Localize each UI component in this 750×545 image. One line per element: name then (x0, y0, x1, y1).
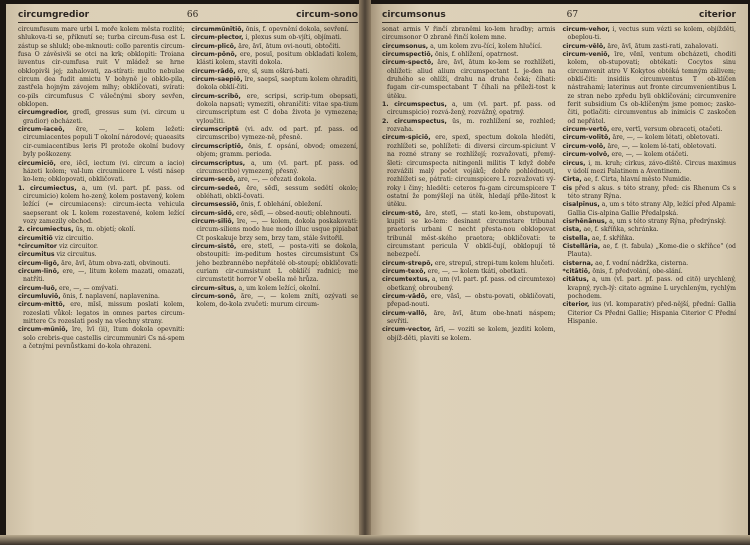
entry-definition: před s akus. s této strany, před: cis Rhenum Cs s této strany Rýna. (567, 184, 736, 200)
entry-headword: circumsonus, (382, 42, 429, 50)
entry-headword: circum-volō, (562, 142, 606, 150)
dictionary-entry (191, 93, 358, 126)
dictionary-entry (18, 293, 185, 301)
dictionary-entry (18, 285, 185, 293)
entry-definition: ere, mīsī, missum poslati kolem, rozeslati vůkol: legatos in omnes partes circum-mittere Cs rozeslati posly na všechny strany. (23, 301, 185, 326)
entry-definition: ōnis, f. ohlížení, opatrnost. (435, 51, 519, 59)
entry-definition: īre, saepsī, saeptum kolem ohraditi, dokola obklí-čiti. (196, 76, 359, 92)
entry-headword: circum-spiciō, (382, 134, 431, 142)
entry-definition: ere, sēdī, — obsed-nouti; oblehnouti. (236, 209, 352, 217)
entry-headword: circum-sīdō, (191, 209, 235, 217)
entry-headword: circum-vertō, (562, 126, 610, 134)
entry-definition: ere, —, litum kolem mazati, omazati, natříti. (23, 267, 185, 284)
dictionary-entry (382, 276, 555, 293)
dictionary-entry (18, 301, 185, 326)
dictionary-entry (563, 51, 736, 126)
entry-definition: ōnis, f. opsání, obvod; omezení, objem; gramm. perioda. (196, 142, 358, 159)
entry-definition: āre, āvī, ātum ko-lem se rozhlížeti, ohlížeti: aliud alium circumspectant L je-den na druhého se ohlíží, drahu na druha čeká; číhati: fugam cir-cumspectabant T číhali na příleži-tost k útěku. (387, 59, 556, 100)
entry-headword: circum-siliō, (191, 217, 234, 225)
entry-headword: circum-strepō, (382, 259, 433, 267)
dictionary-entry (191, 26, 358, 34)
entry-headword: *citātiō, (562, 267, 591, 275)
dictionary-entry (191, 176, 358, 184)
entry-headword: circum-rādō, (191, 67, 236, 75)
dictionary-entry (18, 226, 185, 234)
dictionary-entry (563, 260, 736, 268)
dictionary-entry (382, 51, 555, 59)
dictionary-entry (18, 160, 185, 185)
dictionary-entry (382, 310, 555, 327)
entry-definition: ere, strepuī, strepi-tum kolem hlučeti. (434, 259, 555, 267)
entry-headword: 1. circumiectus, (18, 184, 77, 192)
entry-definition: a, um (vl. part. pf. pass. od circumspicio) rozvá-žený, rozvážný, opatrný. (387, 101, 556, 117)
entry-headword: circum-plicō, (191, 42, 237, 50)
dictionary-entry (191, 210, 358, 218)
entry-headword: circum-vector, (382, 326, 432, 334)
entry-headword: cisrhēnānus, (562, 217, 608, 225)
entry-headword: circum-vallō, (382, 309, 427, 317)
entry-headword: circumitiō (18, 234, 53, 242)
entry-definition: īre, vēnī, ventum obcházeti, choditi kolem, ob-stupovati; obtékati: Cocytos sinu circumvenit atro V Kokytos obtéká temným zálivem; obklí-čiti: insidiis circumventus T ob-klíčen nástrahami; laterinus aut fronte circumvenientibus L ze stran nebo zpředu byli obklíčováni; circumvenire ferit subsidium Cs ob-klíčeným jsme pomoc; zasko-čiti, potlačiti: circumventus ab inimicis C zaskočen od nepřátel. (567, 51, 736, 125)
entry-definition: gredī, gressus sum (vi. circum u gradior) obcházeti. (23, 109, 185, 125)
entry-headword: circum-sistō, (191, 242, 237, 250)
entry-definition: viz circuitor. (58, 242, 98, 250)
dictionary-entry (191, 201, 358, 209)
entry-headword: circum-situs, (191, 284, 237, 292)
right-column-1 (382, 26, 555, 343)
entry-headword: circumscriptus, (191, 159, 246, 167)
entry-definition: ēre, —, — kolem ležeti: circumiacentes populi T okolní národové; quaeasits cir-cumiacentibus leris Pl protože okolní budovy byly poškozeny. (23, 126, 185, 159)
entry-definition: ius (vl. komparativ) před-nější, přední: Gallia Citerior Cs Předni Gallie; Hispania Citerior C Přední Hispanie. (567, 301, 736, 326)
entry-definition: ōnis, f. oblehání, obležení. (240, 201, 323, 209)
entry-definition: a, um (vl. part. pf. pass. od circumscribo) vymezený, přesný. (196, 159, 358, 175)
entry-definition: ere, sī, sum oškrá-bati. (237, 67, 310, 75)
entry-headword: 2. circumiectus, (18, 226, 74, 234)
entry-headword: cisterna, (562, 259, 594, 267)
entry-definition: āre, āvī, ātum zasti-rati, zahalovati. (607, 42, 719, 50)
entry-headword: circum-sedeō, (191, 184, 241, 192)
dictionary-entry (563, 134, 736, 142)
dictionary-entry (382, 59, 555, 101)
dictionary-entry (191, 34, 358, 42)
entry-headword: citātus, (562, 276, 589, 284)
dictionary-entry (18, 251, 185, 259)
right-page-header (382, 10, 736, 23)
left-column-2 (191, 26, 358, 351)
entry-definition: ōnis, f. předvolání, obe-slání. (592, 267, 683, 275)
dictionary-entry (191, 293, 358, 310)
dictionary-entry (563, 26, 736, 43)
entry-definition: i, m. kruh; cirkus, závo-diště. Circus maximus v údolí mezi Palatinem a Aventinem. (567, 159, 737, 175)
entry-headword: circum-plector, (191, 34, 244, 42)
dictionary-entry (563, 301, 736, 326)
dictionary-entry (382, 118, 555, 135)
entry-headword: circumscriptē (191, 126, 239, 134)
entry-definition: a, um (vl. part. pf. pass. od citō) urychlený, kvapný, rych-lý: citato agmine L urychleným, rychlým pochodem. (567, 276, 736, 300)
entry-definition: a, um s této strany Rýna, předrýnský. (609, 217, 726, 225)
dictionary-entry (563, 143, 736, 151)
entry-definition: viz circuitio. (54, 234, 94, 242)
left-page (6, 4, 368, 539)
entry-definition: āre, āvī, ātum obe-hnati náspem; sevřiti. (387, 309, 556, 326)
entry-definition: ere, vertī, versum obraceti, otačeti. (611, 126, 723, 134)
dictionary-entry (191, 160, 358, 177)
dictionary-entry (18, 260, 185, 268)
entry-definition: a, um (vl. part. pf. pass. od circumicio) kolem ho-zený, kolem postavený, kolem ležící (= circumiacens): circum-iecta vehicula saepserant ok L kolem rozestavené, kolem ležící vozy zamezily obchod. (23, 184, 185, 225)
entry-headword: circum-texō, (382, 267, 426, 275)
entry-headword: circum-pōnō, (191, 51, 238, 59)
entry-headword: cis (562, 184, 573, 192)
dictionary-entry (563, 160, 736, 177)
entry-headword: circum-mūniō, (18, 326, 68, 334)
entry-definition: ae, f. skříňka, schránka. (583, 226, 659, 234)
entry-definition: a, um (vl. part. pf. pass. od circumtexo) obetkaný, obroubený. (387, 276, 556, 292)
right-page-number: 67 (566, 10, 579, 20)
entry-definition: ae, f. skříňka. (591, 234, 635, 242)
entry-headword: cisalpīnus, (562, 201, 600, 209)
entry-headword: *circumitor (18, 242, 57, 250)
dictionary-entry (382, 210, 555, 260)
dictionary-entry (563, 126, 736, 134)
entry-headword: cistella, (562, 234, 590, 242)
dictionary-entry (382, 26, 555, 43)
dictionary-entry (191, 218, 358, 243)
entry-definition: a, um kolem ležící, okolní. (238, 284, 321, 292)
entry-headword: circum-sonō, (191, 293, 237, 300)
entry-headword: circumiciō, (18, 159, 56, 167)
right-header-first-word: circumsonus (382, 10, 446, 20)
entry-headword: circummūnītiō, (191, 26, 244, 33)
entry-headword: circum-ligō, (18, 259, 60, 267)
entry-headword: Cistellāria, (562, 242, 601, 250)
entry-definition: ere, scripsi, scrip-tum obepsati, dokola napsati; vymeziti, ohraničiti: vitae spa-tium circumscriptum est C doba života je vymezena; vyloučiti. (196, 92, 358, 125)
left-header-last-word: circum-sono (296, 10, 358, 20)
entry-definition: a, um s této strany Alp, ležící před Alpami: Gallia Cis-alpina Gallie Předalpská. (567, 201, 737, 217)
entry-definition: circumfusum mare urbi L moře kolem města rozlité; shlukova-ti se, přiknutí se; turba circum-fusa est L zástup se shlukl; obe-mknouti: collo parentis circum-fusa O závěsivši se otci na krk; obklopiti: Troiana iuventus cir-cumfusa ruit V mládež se hrne obklopivši jej; zahalovati, za-stírati: multo nebulae circum dea fudit amictu V bohyně je obklo-pila, zastřela hojným závojem mlhy; obklíčovati, svírati: co-pils circumfusus C válečnými sbory sevřen, obklopen. (18, 26, 185, 109)
dictionary-entry (563, 151, 736, 159)
entry-headword: circum-iaceō, (18, 126, 65, 134)
entry-headword: circum-vehor, (562, 26, 610, 33)
entry-definition: i, vectus sum vézti se kolem, objížděti, obeplou-ti. (567, 26, 736, 42)
dictionary-entry (18, 185, 185, 227)
entry-headword: circum-vādō, (382, 293, 428, 300)
dictionary-entry (382, 260, 555, 268)
dictionary-entry (563, 226, 736, 234)
dictionary-entry (191, 68, 358, 76)
page-bottom-edge (0, 535, 750, 545)
entry-definition: sonat armis V řinčí zbraněmi ko-lem hradby; armis circumsonor O zbraně řinčí kolem mne. (382, 26, 556, 42)
entry-definition: ere, —, — kolem otáčeti. (611, 151, 689, 159)
entry-headword: 1. circumspectus, (382, 101, 447, 109)
entry-definition: ere, iēcī, iectum (vi. circum a iacio) házeti kolem; val-lum circumiicere L vésti násep ko-lem; obklopovati, obkličovati. (23, 159, 185, 184)
entry-definition: ōnis, f. opevnění dokola, sevření. (245, 26, 349, 33)
entry-headword: circum-scribō, (191, 92, 241, 100)
dictionary-entry (382, 268, 555, 276)
entry-definition: ēre, sēdī, sessum sedětí okolo; obléhati, obklí-čovati. (196, 184, 358, 200)
entry-headword: circum-luō, (18, 284, 58, 292)
entry-definition: a, um kolem zvu-čící, kolem hlučící. (430, 42, 542, 50)
entry-definition: īre, īvī (ii), ītum dokola opevniti: solo crebris-que castellis circummuniri Cs ná-spem a četnými pevnůstkami do-kola ohrazeni. (23, 326, 185, 351)
entry-headword: circum-linō, (18, 267, 60, 275)
entry-definition: ae, f. vodní nádržka, cisterna. (595, 259, 689, 267)
entry-headword: Cirta, (562, 176, 582, 184)
entry-definition: āre, —, — kolem zníti, ozývati se kolem, do-kola zvučeti: murum circum- (196, 293, 358, 309)
dictionary-entry (191, 76, 358, 93)
dictionary-entry (563, 268, 736, 276)
entry-headword: circum-spectō, (382, 59, 434, 67)
dictionary-entry (382, 43, 555, 51)
dictionary-entry (382, 101, 555, 118)
entry-headword: 2. circumspectus, (382, 117, 447, 125)
dictionary-entry (563, 276, 736, 301)
entry-definition: ere, vāsī, — obstu-povati, obkličovati, přepad-nouti. (387, 293, 556, 309)
dictionary-entry (18, 268, 185, 285)
right-page (368, 4, 748, 539)
entry-definition: are, —, — ořezati dokola. (237, 176, 317, 184)
entry-definition: ere, —, — kolem tkáti, obetkati. (427, 267, 528, 275)
entry-headword: circum-volitō, (562, 134, 611, 142)
entry-headword: circum-volvō, (562, 151, 610, 159)
dictionary-entry (382, 293, 555, 310)
dictionary-entry (191, 51, 358, 68)
left-page-header (18, 10, 358, 23)
left-page-number: 66 (186, 10, 199, 20)
entry-definition: i, plexus sum ob-vjíti, objímati. (245, 34, 342, 42)
entry-headword: circumgredior, (18, 109, 69, 117)
entry-definition: āre, —, — kolem lé-tati, obletovati. (607, 142, 717, 150)
entry-definition: ārī, — voziti se kolem, jezditi kolem, objíž-děti, plaviti se kolem. (387, 326, 556, 342)
entry-definition: (vi. adv. od part. pf. pass. od circumscribo) vymeze-ně, přesně. (196, 126, 358, 142)
left-column-1 (18, 26, 185, 351)
dictionary-entry (191, 185, 358, 202)
dictionary-entry (563, 185, 736, 202)
open-dictionary (6, 4, 748, 539)
right-column-2 (563, 26, 736, 343)
entry-headword: circumtextus, (382, 276, 430, 284)
entry-headword: circus, (562, 159, 586, 167)
dictionary-entry (18, 109, 185, 126)
dictionary-entry (18, 126, 185, 159)
entry-definition: viz circuitus. (56, 251, 97, 259)
right-header-last-word: citerior (699, 10, 736, 20)
dictionary-entry (382, 134, 555, 209)
dictionary-entry (563, 235, 736, 243)
entry-headword: circum-veniō, (562, 51, 610, 59)
entry-headword: circumspectiō, (382, 51, 434, 59)
entry-headword: cista, (562, 226, 582, 234)
dictionary-entry (191, 143, 358, 160)
entry-definition: ae, f. Cirta, hlavní město Numidie. (583, 176, 692, 184)
entry-definition: āre, stetī, — stati ko-lem, obstupovati, kupiti se ko-lem: desinant circumstare tribunal praetoris urbani C necht přesta-nou obklopovat tribunál měst-ského praetora; obkličovati: te circumstant pericula V obklí-čují, obklopují tě nebezpečí. (387, 209, 556, 259)
entry-headword: circum-secō, (191, 176, 236, 184)
entry-headword: circum-vēlō, (562, 42, 606, 50)
dictionary-entry (18, 243, 185, 251)
entry-definition: īre, —, — kolem, dokola poskakovati: circum-siliens modo hue modo illuc usque pipiabat Ct poskakuje brzy sem, brzy tam, stále švitořil. (196, 217, 359, 242)
dictionary-entry (191, 43, 358, 51)
entry-definition: ūs, m. objetí; okolí. (75, 226, 136, 234)
entry-headword: circumitus (18, 251, 55, 259)
dictionary-entry (18, 235, 185, 243)
dictionary-entry (191, 285, 358, 293)
dictionary-entry (18, 26, 185, 109)
dictionary-entry (382, 326, 555, 343)
dictionary-entry (563, 176, 736, 184)
entry-definition: āre, —, — kolem létati, obletovati. (612, 134, 720, 142)
entry-definition: ere, —, — omývati. (59, 284, 119, 292)
dictionary-entry (18, 326, 185, 351)
entry-headword: circumscriptiō, (191, 142, 244, 150)
entry-headword: circum-saepiō, (191, 76, 243, 84)
book-spine (359, 0, 371, 535)
dictionary-entry (191, 243, 358, 285)
entry-headword: circumsessiō, (191, 201, 239, 209)
left-header-first-word: circumgredior (18, 10, 90, 20)
entry-definition: ere, posuī, positum obkladati kolem, klásti kolem, staviti dokola. (196, 51, 358, 67)
dictionary-entry (563, 201, 736, 218)
dictionary-entry (191, 126, 358, 143)
dictionary-entry (563, 243, 736, 260)
entry-headword: circumluviō, (18, 293, 61, 300)
dictionary-entry (563, 218, 736, 226)
entry-definition: ere, spexī, spectum dokola hleděti, rozhlížeti se, pohlížeti: di diversi circum-spiciunt V na rozné strany se rozhlížejí; rozvažovati, přemý-šleti: circumspecta nitingenli militis T když dobře rozvážili malý počet vojáků; dobře pohlédnouti, rozhlížeti se, pátrati: circumspicere L rozvažovati vý-roky i činy; hleděti: ceteros fu-gam circumspicere T ostatní že pomýšlejí na útěk, hledají příle-žitost k útěku. (387, 134, 556, 209)
entry-headword: circum-mittō, (18, 301, 66, 309)
entry-definition: ūs, m. rozhlížení se, rozhled; rozvaha. (387, 117, 556, 134)
entry-definition: āre, āvī, ātum ovi-nouti, obtočiti. (238, 42, 341, 50)
dictionary-entry (563, 43, 736, 51)
entry-headword: circum-stō, (382, 209, 422, 217)
entry-definition: ōnis, f. naplavení, naplavenina. (62, 293, 160, 300)
entry-definition: ae, f. (t. fabula) „Kome-die o skříňce" (od Plauta). (567, 242, 736, 259)
entry-headword: citerior, (562, 301, 590, 309)
entry-definition: ere, stetī, — posta-viti se dokola, obstoupiti: im-peditum hostes circumsistunt Cs jeho bezbrannébo nepřátelé ob-stoupí; obkličovati: curiam cir-cumsistunt L obklíčí radnici; me circumstetit horror V obešla mě hrůza. (196, 242, 359, 284)
entry-definition: āre, āvī, ātum obva-zati, obvinouti. (61, 259, 171, 267)
